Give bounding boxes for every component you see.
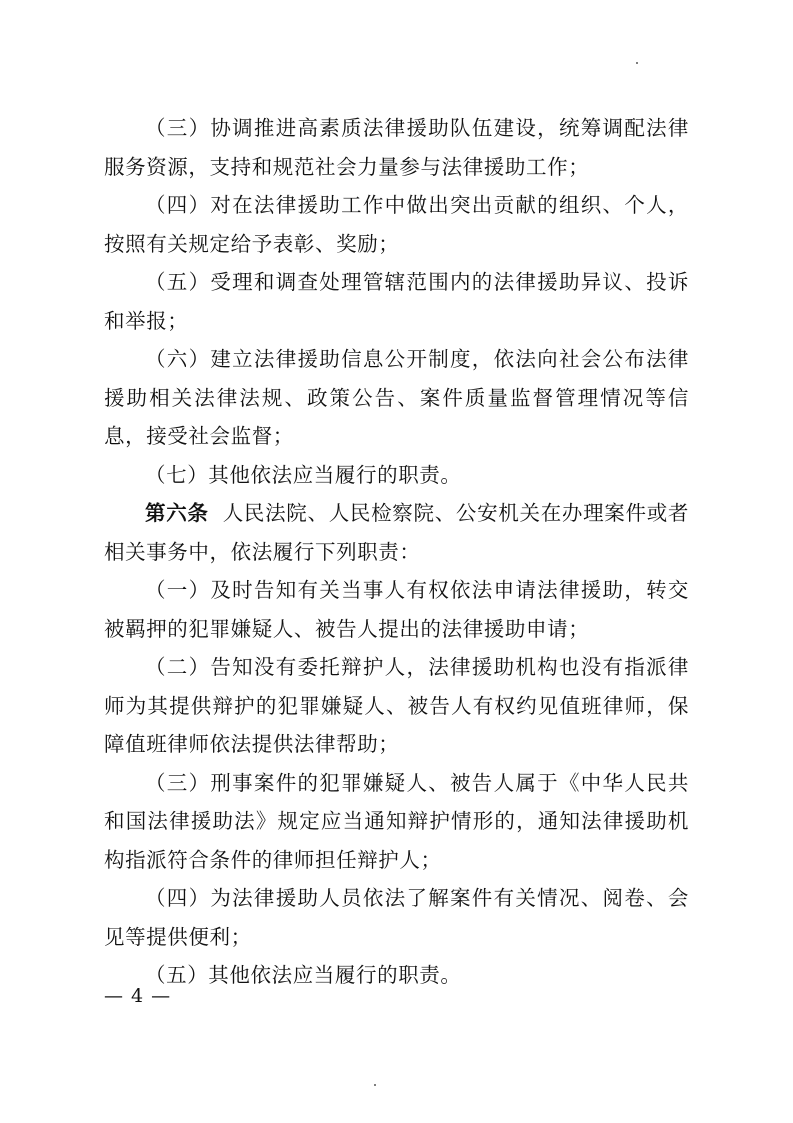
article-number: 第六条 bbox=[145, 501, 209, 525]
paragraph-11: （五）其他依法应当履行的职责。 bbox=[145, 963, 462, 987]
article-6-heading-paragraph: 第六条 人民法院、人民检察院、公安机关在办理案件或者相关事务中，依法履行下列职责： bbox=[104, 501, 689, 564]
scan-speck bbox=[636, 62, 638, 64]
paragraph-3: （五）受理和调查处理管辖范围内的法律援助异议、投诉和举报； bbox=[104, 270, 689, 333]
paragraph-8: （二）告知没有委托辩护人，法律援助机构也没有指派律师为其提供辩护的犯罪嫌疑人、被告人有权约见值班律师，保障值班律师依法提供法律帮助； bbox=[104, 655, 689, 756]
paragraph-2: （四）对在法律援助工作中做出突出贡献的组织、个人，按照有关规定给予表彰、奖励； bbox=[104, 193, 689, 256]
scan-speck bbox=[374, 1084, 376, 1086]
page-number: — 4 — bbox=[104, 985, 172, 1007]
paragraph-5: （七）其他依法应当履行的职责。 bbox=[145, 462, 462, 487]
paragraph-9: （三）刑事案件的犯罪嫌疑人、被告人属于《中华人民共和国法律援助法》规定应当通知辩护情形的，通知法律援助机构指派符合条件的律师担任辩护人； bbox=[104, 770, 689, 872]
paragraph-7: （一）及时告知有关当事人有权依法申请法律援助，转交被羁押的犯罪嫌疑人、被告人提出的法律援助申请； bbox=[104, 578, 689, 641]
paragraph-1: （三）协调推进高素质法律援助队伍建设，统筹调配法律服务资源，支持和规范社会力量参与法律援助工作； bbox=[104, 116, 689, 179]
paragraph-4: （六）建立法律援助信息公开制度，依法向社会公布法律援助相关法律法规、政策公告、案件质量监督管理情况等信息，接受社会监督； bbox=[104, 347, 689, 448]
paragraph-10: （四）为法律援助人员依法了解案件有关情况、阅卷、会见等提供便利； bbox=[104, 886, 689, 949]
body-text bbox=[104, 109, 689, 995]
